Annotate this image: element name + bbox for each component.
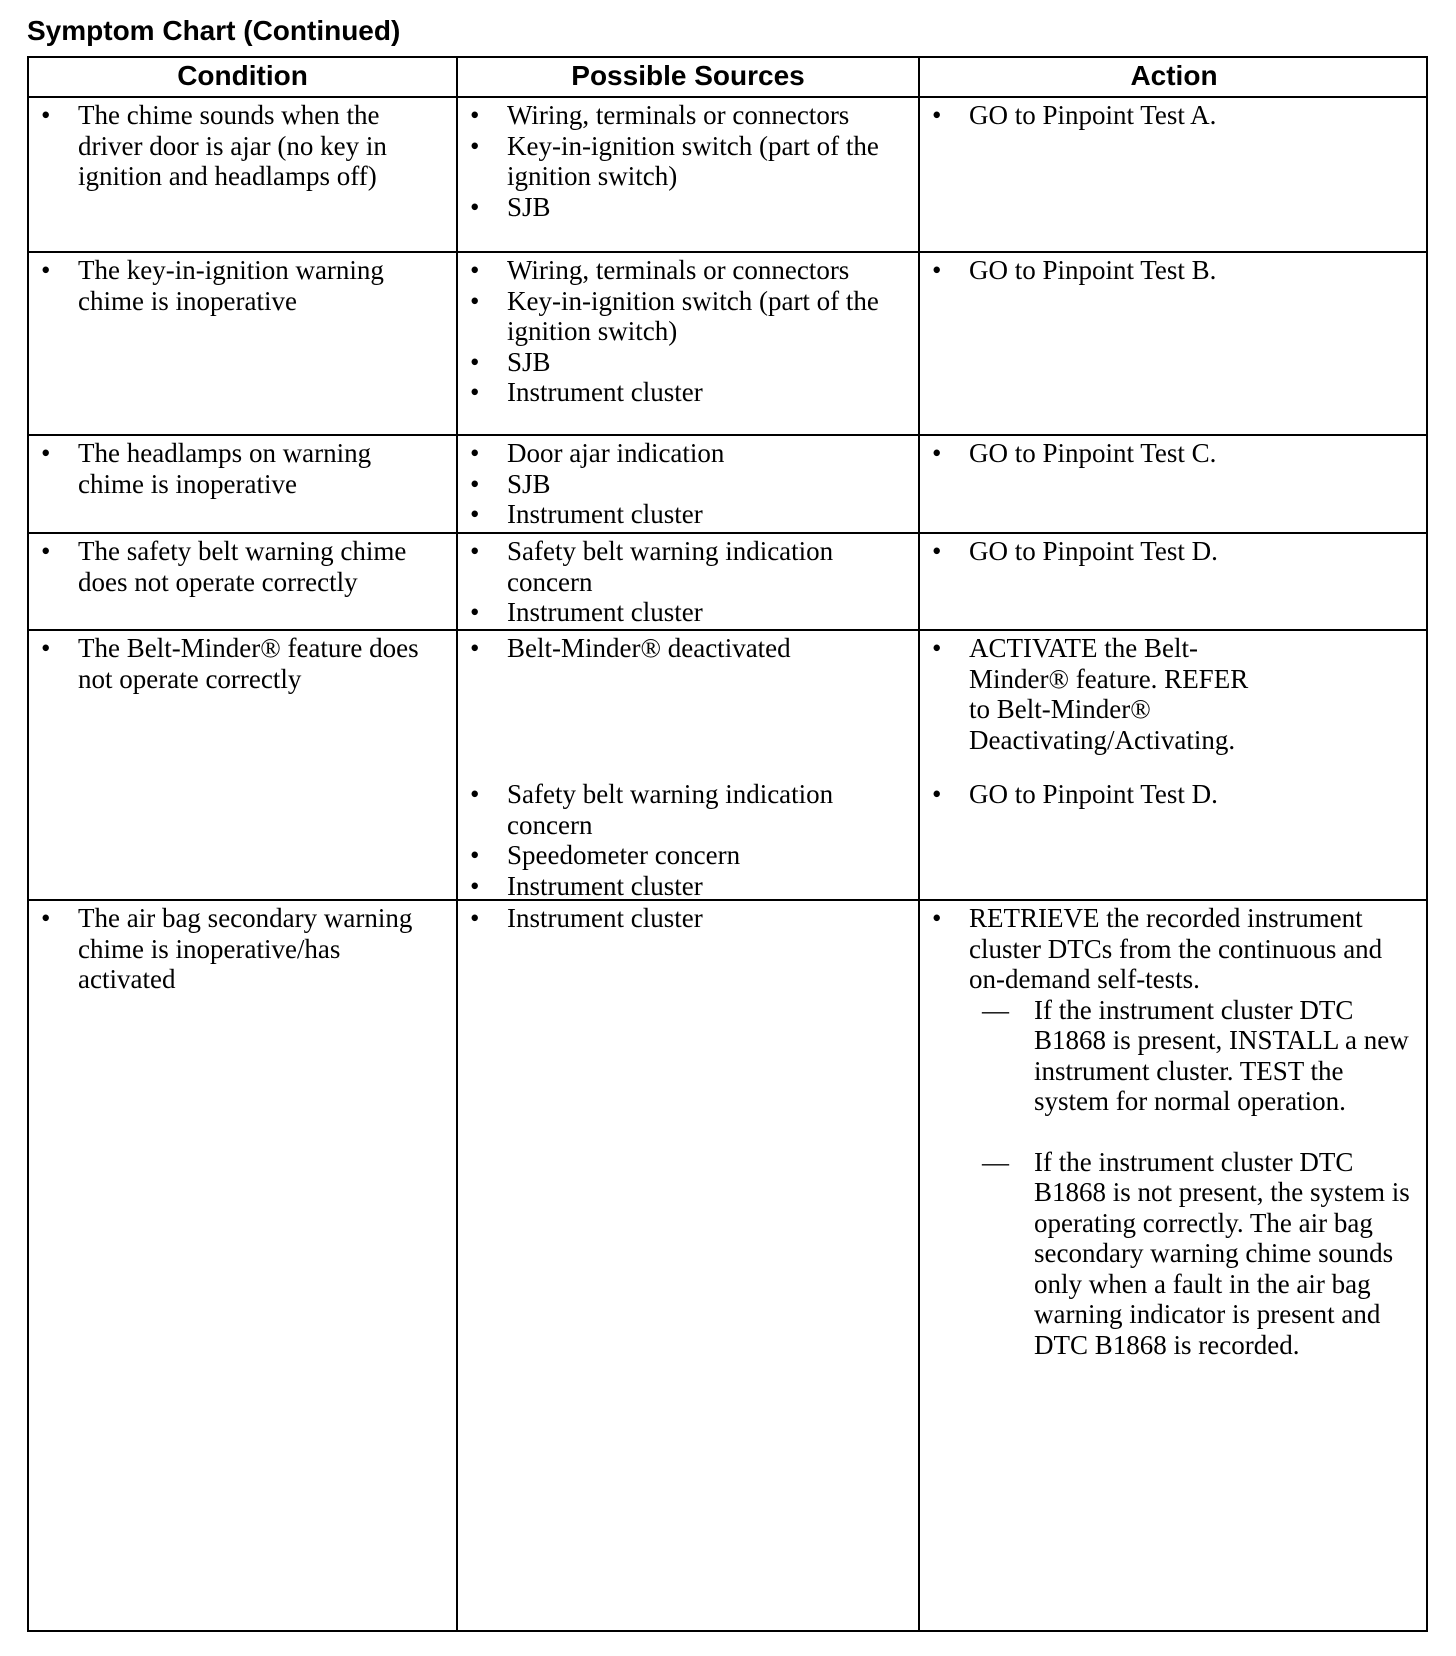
sources-cell: [462, 255, 902, 408]
bullet-icon: •: [470, 903, 480, 933]
list-item: • Instrument cluster: [470, 870, 703, 901]
list-item: • Instrument cluster: [470, 499, 703, 529]
list-item: • Wiring, terminals or connectors: [470, 100, 850, 130]
sources-cell: [462, 779, 902, 901]
list-item: • GO to Pinpoint Test D.: [932, 536, 1218, 566]
action-cell: [924, 536, 1424, 567]
condition-cell: [33, 536, 443, 597]
list-item: • The air bag secondary warning chime is inoperative/has activated: [41, 903, 413, 994]
action-cell: [924, 100, 1424, 131]
bullet-icon: •: [470, 377, 480, 407]
list-item: • The key-in-ignition warning chime is inoperative: [41, 255, 384, 316]
condition-cell: [33, 438, 443, 499]
bullet-icon: •: [932, 779, 942, 809]
bullet-icon: •: [932, 100, 942, 130]
dash-icon: —: [982, 1146, 1009, 1177]
list-item: • Door ajar indication: [470, 438, 725, 468]
action-cell: [924, 633, 1264, 755]
condition-cell: [33, 633, 443, 694]
sources-cell: [462, 536, 902, 628]
list-item: • SJB: [470, 191, 551, 222]
action-cell: [924, 255, 1424, 286]
bullet-icon: •: [470, 840, 480, 870]
bullet-icon: •: [932, 903, 942, 933]
bullet-icon: •: [41, 633, 51, 663]
bullet-icon: •: [470, 130, 480, 161]
list-item: • GO to Pinpoint Test C.: [932, 438, 1217, 468]
row-divider: [29, 434, 1426, 436]
list-item: • SJB: [470, 468, 551, 499]
bullet-icon: •: [932, 633, 942, 663]
bullet-icon: •: [470, 346, 480, 377]
list-item: • Belt-Minder® deactivated: [470, 633, 791, 663]
sources-cell: [462, 903, 902, 934]
column-header-condition: Condition: [177, 60, 308, 91]
list-item: • The Belt-Minder® feature does not operate correctly: [41, 633, 419, 694]
list-item: • Safety belt warning indication concern: [470, 779, 834, 840]
bullet-icon: •: [470, 285, 480, 316]
sources-cell: [462, 438, 902, 530]
bullet-icon: •: [470, 438, 480, 468]
list-item: • Wiring, terminals or connectors: [470, 255, 850, 285]
bullet-icon: •: [470, 499, 480, 529]
list-item: • GO to Pinpoint Test D.: [932, 779, 1218, 809]
bullet-icon: •: [932, 536, 942, 566]
symptom-chart: [27, 56, 1428, 1632]
list-item: • Instrument cluster: [470, 597, 703, 627]
list-item: • Speedometer concern: [470, 840, 741, 870]
list-item: • Instrument cluster: [470, 377, 703, 407]
bullet-icon: •: [932, 255, 942, 285]
bullet-icon: •: [470, 191, 480, 222]
bullet-icon: •: [41, 100, 51, 130]
sources-cell: [462, 100, 902, 222]
column-divider: [456, 58, 458, 1630]
sub-action-item: — If the instrument cluster DTC B1868 is not present, the system is operating correctly. The air bag secondary warning chime sounds only when a fault in the air bag warning indicator is present and DTC B1868 is recorded.: [982, 1146, 1410, 1360]
row-divider: [29, 629, 1426, 631]
list-item: • SJB: [470, 346, 551, 377]
bullet-icon: •: [41, 536, 51, 566]
bullet-icon: •: [932, 438, 942, 468]
list-item: • Safety belt warning indication concern: [470, 536, 834, 597]
column-header-possible-sources: Possible Sources: [571, 60, 805, 91]
bullet-icon: •: [41, 255, 51, 285]
condition-cell: [33, 903, 443, 995]
action-cell: [924, 438, 1424, 469]
bullet-icon: •: [41, 438, 51, 468]
list-item: • Instrument cluster: [470, 903, 703, 933]
bullet-icon: •: [470, 597, 480, 627]
page-title: Symptom Chart (Continued): [27, 15, 401, 46]
action-cell: [924, 903, 1424, 1360]
condition-cell: [33, 255, 443, 316]
list-item: • ACTIVATE the Belt-Minder® feature. REFER to Belt-Minder® Deactivating/Activating.: [932, 633, 1249, 755]
bullet-icon: •: [470, 870, 480, 901]
sub-action-item: — If the instrument cluster DTC B1868 is present, INSTALL a new instrument cluster. TEST the system for normal operation.: [982, 994, 1409, 1116]
column-header-action: Action: [1130, 60, 1218, 91]
column-divider: [918, 58, 920, 1630]
bullet-icon: •: [470, 633, 480, 663]
list-item: • The chime sounds when the driver door is ajar (no key in ignition and headlamps off): [41, 100, 387, 191]
sources-cell: [462, 633, 902, 664]
list-item: • GO to Pinpoint Test B.: [932, 255, 1217, 285]
row-divider: [29, 532, 1426, 534]
list-item: • Key-in-ignition switch (part of the ignition switch): [470, 285, 879, 346]
dash-icon: —: [982, 994, 1009, 1025]
bullet-icon: •: [41, 903, 51, 933]
bullet-icon: •: [470, 779, 480, 809]
list-item: • GO to Pinpoint Test A.: [932, 100, 1217, 130]
bullet-icon: •: [470, 255, 480, 285]
condition-cell: [33, 100, 443, 192]
bullet-icon: •: [470, 100, 480, 130]
list-item: • RETRIEVE the recorded instrument cluster DTCs from the continuous and on-demand self-tests. — If the instrument cluster DTC B1868 is present, INSTALL a new instrument cluster. TEST the system for normal operation. — If the instrument cluster DTC B1868 is not present, the system is operating correctly. The air bag secondary warning chime sounds only when a fault in the air bag warning indicator is present and DTC B1868 is recorded.: [924, 903, 1424, 1360]
bullet-icon: •: [470, 468, 480, 499]
action-cell: [924, 779, 1424, 810]
bullet-icon: •: [470, 536, 480, 566]
list-item: • The headlamps on warning chime is inoperative: [41, 438, 372, 499]
list-item: • Key-in-ignition switch (part of the ignition switch): [470, 130, 879, 191]
row-divider: [29, 251, 1426, 253]
list-item: • The safety belt warning chime does not operate correctly: [41, 536, 407, 597]
